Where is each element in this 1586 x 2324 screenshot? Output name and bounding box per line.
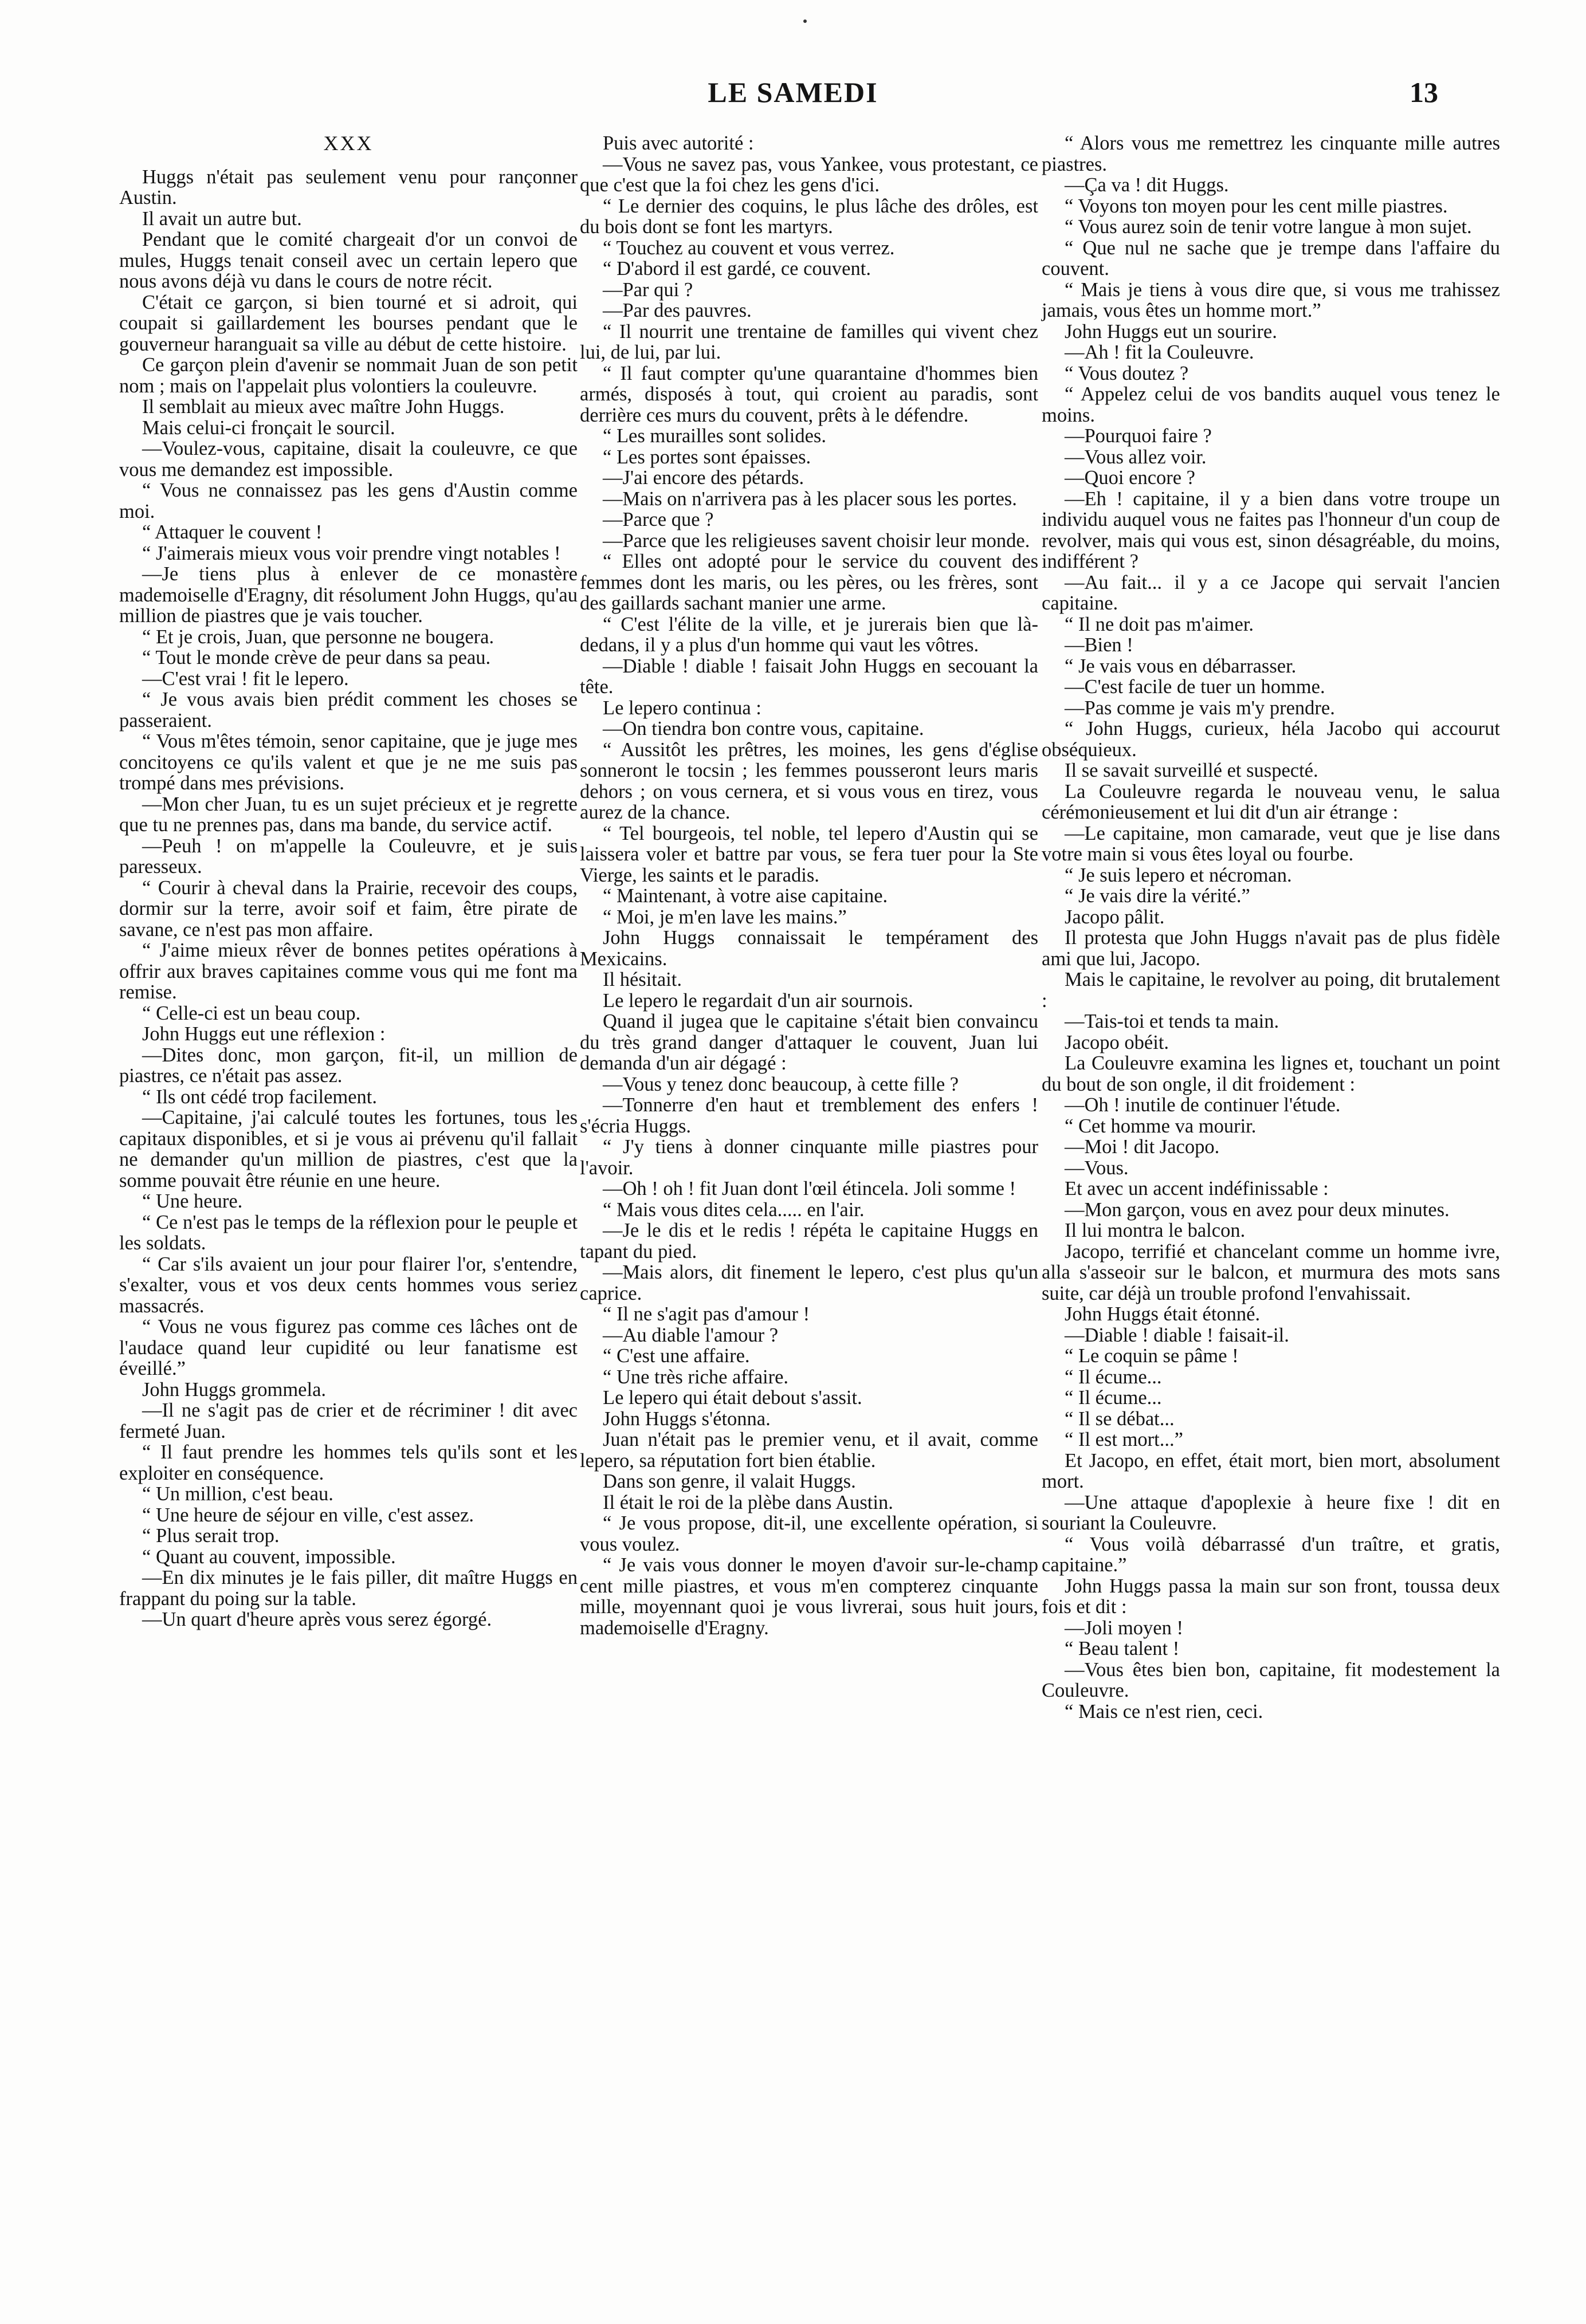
paragraph: Jacopo obéit. [1065, 1031, 1169, 1053]
paragraph: “ Que nul ne sache que je trempe dans l'affaire du couvent. [1042, 237, 1500, 280]
paragraph: —Tais-toi et tends ta main. [1065, 1010, 1279, 1032]
paragraph: La Couleuvre regarda le nouveau venu, le salua cérémonieusement et lui dit d'un air étrange : [1042, 780, 1500, 823]
paragraph: —Vous allez voir. [1065, 446, 1207, 468]
paragraph: La Couleuvre examina les lignes et, touchant un point du bout de son ongle, il dit froidement : [1042, 1052, 1500, 1095]
paragraph: John Huggs s'étonna. [603, 1407, 771, 1430]
paragraph: Il avait un autre but. [142, 207, 302, 230]
paragraph: “ Vous ne connaissez pas les gens d'Austin comme moi. [119, 479, 578, 522]
paragraph: Quand il jugea que le capitaine s'était bien convaincu du très grand danger d'attaquer le couvent, Juan lui demanda d'un air dégagé : [580, 1010, 1038, 1074]
paragraph: —Ça va ! dit Huggs. [1065, 174, 1229, 196]
paragraph: Pendant que le comité chargeait d'or un convoi de mules, Huggs tenait conseil avec un certain lepero que nous avons déjà vu dans le cours de notre récit. [119, 229, 578, 292]
paragraph: John Huggs était étonné. [1065, 1303, 1261, 1325]
paragraph: “ Je vous avais bien prédit comment les choses se passeraient. [119, 689, 578, 732]
paragraph: “ Je vais vous donner le moyen d'avoir sur-le-champ cent mille piastres, et vous m'en compterez cinquante mille, moyennant quoi je vous livrerai, sous huit jours, mademoiselle d'Eragny. [580, 1554, 1038, 1639]
paragraph: Le lepero continua : [603, 697, 761, 719]
paragraph: —Parce que ? [603, 509, 714, 530]
paragraph: “ Mais ce n'est rien, ceci. [1065, 1700, 1263, 1723]
paragraph: “ Une très riche affaire. [603, 1366, 789, 1388]
paragraph: —Parce que les religieuses savent choisir leur monde. [603, 529, 1030, 552]
paragraph: —Par qui ? [603, 278, 693, 301]
paragraph: —Tonnerre d'en haut et tremblement des enfers ! s'écria Huggs. [580, 1094, 1038, 1137]
paragraph: —Oh ! oh ! fit Juan dont l'œil étincela. Joli somme ! [603, 1178, 1016, 1200]
paragraph: “ Plus serait trop. [142, 1525, 280, 1547]
paragraph: —On tiendra bon contre vous, capitaine. [603, 718, 924, 740]
paragraph: “ J'aimerais mieux vous voir prendre vingt notables ! [142, 542, 561, 564]
paragraph: Juan n'était pas le premier venu, et il avait, comme lepero, sa réputation fort bien établie. [580, 1429, 1038, 1472]
paragraph: “ Il faut prendre les hommes tels qu'ils sont et les exploiter en conséquence. [119, 1441, 578, 1484]
paragraph: Il protesta que John Huggs n'avait pas de plus fidèle ami que lui, Jacopo. [1042, 927, 1500, 970]
paragraph: —Mais alors, dit finement le lepero, c'est plus qu'un caprice. [580, 1261, 1038, 1304]
paragraph: —Pas comme je vais m'y prendre. [1065, 697, 1335, 719]
paragraph: John Huggs passa la main sur son front, toussa deux fois et dit : [1042, 1575, 1500, 1618]
paragraph: “ Je suis lepero et nécroman. [1065, 864, 1292, 886]
paragraph: “ Les portes sont épaisses. [603, 446, 811, 468]
paragraph: —Eh ! capitaine, il y a bien dans votre troupe un individu auquel vous ne faites pas l'honneur d'un coup de revolver, mais qui vous est, sinon désagréable, du moins, indifférent ? [1042, 487, 1500, 572]
column-3-paragraphs [1042, 133, 1500, 1722]
paragraph: “ Tel bourgeois, tel noble, tel lepero d'Austin qui se laissera voler et battre par vous, se fera tuer pour la Ste Vierge, les saints et le paradis. [580, 822, 1038, 886]
paragraph: “ Maintenant, à votre aise capitaine. [603, 885, 888, 907]
paragraph: “ Vous doutez ? [1065, 362, 1189, 384]
paragraph: John Huggs grommela. [142, 1378, 327, 1401]
paragraph: “ J'aime mieux rêver de bonnes petites opérations à offrir aux braves capitaines comme vous qui me font ma remise. [119, 939, 578, 1003]
paragraph: John Huggs connaissait le tempérament des Mexicains. [580, 927, 1038, 970]
paragraph: “ Ils ont cédé trop facilement. [142, 1086, 377, 1108]
paragraph: —Une attaque d'apoplexie à heure fixe ! dit en souriant la Couleuvre. [1042, 1491, 1500, 1534]
paragraph: “ Il ne doit pas m'aimer. [1065, 613, 1254, 635]
paragraph: —J'ai encore des pétards. [603, 467, 804, 489]
paragraph: —Il ne s'agit pas de crier et de récriminer ! dit avec fermeté Juan. [119, 1399, 578, 1442]
paragraph: “ Alors vous me remettrez les cinquante mille autres piastres. [1042, 132, 1500, 175]
paragraph: “ Il faut compter qu'une quarantaine d'hommes bien armés, disposés à tout, qui croient au paradis, sont derrière ces murs du couvent, prêts à le défendre. [580, 362, 1038, 426]
paragraph: —Diable ! diable ! faisait-il. [1065, 1324, 1289, 1346]
paragraph: “ Vous m'êtes témoin, senor capitaine, que je juge mes concitoyens ce qu'ils valent et que je ne me suis pas trompé dans mes prévisions. [119, 730, 578, 794]
paragraph: “ Mais vous dites cela..... en l'air. [603, 1198, 865, 1221]
paragraph: —C'est facile de tuer un homme. [1065, 676, 1325, 698]
paragraph: —Joli moyen ! [1065, 1617, 1183, 1639]
text-column-2 [580, 133, 1038, 1638]
paragraph: “ C'est l'élite de la ville, et je jurerais bien que là-dedans, il y a plus d'un homme qui vaut les vôtres. [580, 613, 1038, 656]
paragraph: Il hésitait. [603, 969, 682, 990]
paragraph: “ Attaquer le couvent ! [142, 521, 323, 543]
paragraph: —Vous y tenez donc beaucoup, à cette fille ? [603, 1073, 959, 1095]
paragraph: “ Je vais dire la vérité.” [1065, 885, 1250, 907]
paragraph: —Dites donc, mon garçon, fit-il, un million de piastres, ce n'était pas assez. [119, 1044, 578, 1087]
paragraph: “ John Huggs, curieux, héla Jacobo qui accourut obséquieux. [1042, 718, 1500, 761]
paragraph: —Mon cher Juan, tu es un sujet précieux et je regrette que tu ne prennes pas, dans ma bande, du service actif. [119, 793, 578, 836]
paragraph: “ C'est une affaire. [603, 1345, 750, 1367]
paragraph: John Huggs eut un sourire. [1065, 320, 1277, 343]
paragraph: —Par des pauvres. [603, 300, 752, 321]
page-header [0, 76, 1586, 116]
paragraph: —Capitaine, j'ai calculé toutes les fortunes, tous les capitaux disponibles, et si je vous ai prévenu qu'il fallait ne demander qu'un million de piastres, c'est que la somme pouvait être réunie en une heure. [119, 1107, 578, 1192]
paragraph: “ Voyons ton moyen pour les cent mille piastres. [1065, 195, 1448, 217]
text-column-1 [119, 133, 578, 1630]
paragraph: —Peuh ! on m'appelle la Couleuvre, et je suis paresseux. [119, 835, 578, 878]
paragraph: —Je tiens plus à enlever de ce monastère mademoiselle d'Eragny, dit résolument John Huggs, qu'au million de piastres que je vais toucher. [119, 563, 578, 627]
paragraph: “ Appelez celui de vos bandits auquel vous tenez le moins. [1042, 383, 1500, 426]
column-2-paragraphs [580, 133, 1038, 1638]
paragraph: Il semblait au mieux avec maître John Huggs. [142, 396, 505, 418]
paragraph: —C'est vrai ! fit le lepero. [142, 667, 349, 690]
paragraph: Dans son genre, il valait Huggs. [603, 1470, 856, 1492]
paragraph: —Au fait... il y a ce Jacope qui servait l'ancien capitaine. [1042, 571, 1500, 614]
paragraph: “ Il ne s'agit pas d'amour ! [603, 1303, 810, 1325]
paragraph: “ Beau talent ! [1065, 1638, 1180, 1660]
paragraph: “ Tout le monde crève de peur dans sa peau. [142, 647, 491, 669]
paragraph: —Vous ne savez pas, vous Yankee, vous protestant, ce que c'est que la foi chez les gens d'ici. [580, 153, 1038, 196]
paragraph: Puis avec autorité : [603, 132, 754, 154]
paragraph: “ Le dernier des coquins, le plus lâche des drôles, est du bois dont se font les martyrs. [580, 195, 1038, 238]
paragraph: —Voulez-vous, capitaine, disait la couleuvre, ce que vous me demandez est impossible. [119, 438, 578, 481]
paragraph: —Pourquoi faire ? [1065, 425, 1212, 447]
paragraph: C'était ce garçon, si bien tourné et si adroit, qui coupait si gaillardement les bourses pendant que le gouverneur haranguait sa ville au début de cette histoire. [119, 291, 578, 355]
paragraph: John Huggs eut une réflexion : [142, 1023, 386, 1045]
paragraph: “ Une heure de séjour en ville, c'est assez. [142, 1504, 474, 1526]
paragraph: “ Courir à cheval dans la Prairie, recevoir des coups, dormir sur la terre, avoir soif et faim, être pirate de savane, ce n'est pas mon affaire. [119, 876, 578, 941]
paragraph: Il se savait surveillé et suspecté. [1065, 760, 1318, 781]
paragraph: “ Cet homme va mourir. [1065, 1115, 1257, 1137]
paragraph: Le lepero le regardait d'un air sournois. [603, 989, 913, 1012]
paragraph: “ Il écume... [1065, 1366, 1162, 1388]
print-speck [803, 19, 807, 23]
paragraph: —En dix minutes je le fais piller, dit maître Huggs en frappant du poing sur la table. [119, 1567, 578, 1610]
newspaper-title: LE SAMEDI [708, 76, 878, 108]
paragraph: —Le capitaine, mon camarade, veut que je lise dans votre main si vous êtes loyal ou fourbe. [1042, 822, 1500, 865]
paragraph: Huggs n'était pas seulement venu pour rançonner Austin. [119, 166, 578, 209]
paragraph: —Quoi encore ? [1065, 467, 1195, 489]
paragraph: “ Quant au couvent, impossible. [142, 1546, 396, 1568]
paragraph: “ Il écume... [1065, 1387, 1162, 1409]
paragraph: —Ah ! fit la Couleuvre. [1065, 341, 1254, 363]
paragraph: “ Le coquin se pâme ! [1065, 1345, 1239, 1367]
paragraph: “ Vous ne vous figurez pas comme ces lâches ont de l'audace quand leur cupidité ou leur fanatisme est éveillé.” [119, 1316, 578, 1379]
paragraph: “ Les murailles sont solides. [603, 425, 826, 447]
paragraph: —Oh ! inutile de continuer l'étude. [1065, 1094, 1341, 1116]
paragraph: “ Il nourrit une trentaine de familles qui vivent chez lui, de lui, par lui. [580, 320, 1038, 363]
paragraph: “ D'abord il est gardé, ce couvent. [603, 258, 871, 280]
paragraph: “ Aussitôt les prêtres, les moines, les gens d'église sonneront le tocsin ; les femmes pousseront leurs maris dehors ; on vous cernera, et si vous vous en tirez, vous aurez de la chance. [580, 738, 1038, 823]
paragraph: —Au diable l'amour ? [603, 1324, 779, 1346]
paragraph: “ Celle-ci est un beau coup. [142, 1002, 361, 1024]
paragraph: Jacopo pâlit. [1065, 906, 1165, 928]
paragraph: “ Vous aurez soin de tenir votre langue à mon sujet. [1065, 216, 1472, 238]
paragraph: Mais celui-ci fronçait le sourcil. [142, 416, 395, 439]
paragraph: Mais le capitaine, le revolver au poing, dit brutalement : [1042, 969, 1500, 1012]
paragraph: —Je le dis et le redis ! répéta le capitaine Huggs en tapant du pied. [580, 1220, 1038, 1263]
paragraph: Et Jacopo, en effet, était mort, bien mort, absolument mort. [1042, 1449, 1500, 1492]
paragraph: —Vous. [1065, 1157, 1129, 1179]
paragraph: —Bien ! [1065, 634, 1133, 656]
paragraph: “ Car s'ils avaient un jour pour flairer l'or, s'entendre, s'exalter, vous et vos deux cents hommes vous seriez massacrés. [119, 1253, 578, 1317]
paragraph: “ Touchez au couvent et vous verrez. [603, 237, 895, 259]
paragraph: —Mon garçon, vous en avez pour deux minutes. [1065, 1198, 1450, 1221]
paragraph: “ Il est mort...” [1065, 1429, 1183, 1450]
paragraph: Et avec un accent indéfinissable : [1065, 1178, 1329, 1200]
paragraph: “ Elles ont adopté pour le service du couvent des femmes dont les maris, ou les pères, ou les frères, sont des gaillards sachant manier une arme. [580, 550, 1038, 614]
paragraph: “ Vous voilà débarrassé d'un traître, et gratis, capitaine.” [1042, 1533, 1500, 1576]
paragraph: Il lui montra le balcon. [1065, 1220, 1246, 1241]
paragraph: “ J'y tiens à donner cinquante mille piastres pour l'avoir. [580, 1136, 1038, 1179]
paragraph: “ Moi, je m'en lave les mains.” [603, 906, 847, 928]
column-1-paragraphs [119, 167, 578, 1630]
paragraph: “ Je vous propose, dit-il, une excellente opération, si vous voulez. [580, 1512, 1038, 1555]
paragraph: “ Ce n'est pas le temps de la réflexion pour le peuple et les soldats. [119, 1211, 578, 1254]
paragraph: “ Mais je tiens à vous dire que, si vous me trahissez jamais, vous êtes un homme mort.” [1042, 278, 1500, 321]
paragraph: Il était le roi de la plèbe dans Austin. [603, 1491, 893, 1513]
paragraph: Ce garçon plein d'avenir se nommait Juan de son petit nom ; mais on l'appelait plus volontiers la couleuvre. [119, 354, 578, 397]
paragraph: —Vous êtes bien bon, capitaine, fit modestement la Couleuvre. [1042, 1658, 1500, 1701]
page-number: 13 [1410, 76, 1438, 108]
paragraph: “ Je vais vous en débarrasser. [1065, 655, 1297, 677]
paragraph: “ Une heure. [142, 1190, 243, 1212]
paragraph: “ Et je crois, Juan, que personne ne bougera. [142, 626, 494, 648]
paragraph: “ Un million, c'est beau. [142, 1483, 333, 1505]
paragraph: Le lepero qui était debout s'assit. [603, 1387, 862, 1409]
paragraph: “ Il se débat... [1065, 1407, 1175, 1430]
paragraph: —Mais on n'arrivera pas à les placer sous les portes. [603, 487, 1017, 510]
text-column-3 [1042, 133, 1500, 1722]
paragraph: —Moi ! dit Jacopo. [1065, 1136, 1220, 1158]
chapter-heading: XXX [323, 132, 374, 155]
paragraph: —Diable ! diable ! faisait John Huggs en secouant la tête. [580, 655, 1038, 698]
paragraph: Jacopo, terrifié et chancelant comme un homme ivre, alla s'asseoir sur le balcon, et murmura des mots sans suite, car déjà un trouble profond l'envahissait. [1042, 1240, 1500, 1304]
paragraph: —Un quart d'heure après vous serez égorgé. [142, 1609, 492, 1630]
